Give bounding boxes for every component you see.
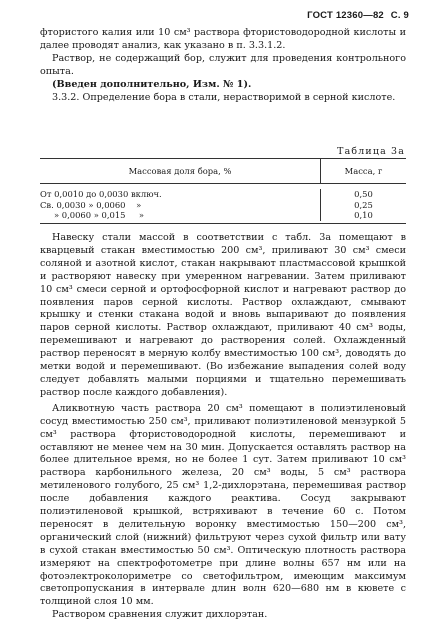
boron-mass-table (40, 158, 406, 224)
table-title: Таблица 3а (337, 146, 405, 157)
table-cell-mass: 0,50 (354, 189, 373, 199)
control-paragraph: Раствор, не содержащий бор, служит для проведения контрольного опыта. (40, 52, 406, 77)
column-header-boron: Массовая доля бора, % (40, 159, 321, 183)
procedure-paragraph-2: Аликвотную часть раствора 20 см³ помещают в полиэтиленовый сосуд вместимостью 250 см³, приливают полиэтиленовой мензуркой 5 см³ раствора фтористоводородной кислоты, перемешивают и оставляют не менее чем на 30 мин. Допускается оставлять раствор на более длительное время, но не более 1 сут. Затем приливают 10 см³ раствора карбонильного железа, 20 см³ воды, 5 см³ раствора метиленового голубого, 25 см³ 1,2-дихлорэтана, перемешивая раствор после добавления каждого реактива. Сосуд закрывают полиэтиленовой крышкой, встряхивают в течение 60 с. Потом переносят в делительную воронку вместимостью 150—200 см³, органический слой (нижний) фильтруют через сухой фильтр или вату в сухой стакан вместимостью 50 см³. Оптическую плотность раствора измеряют на спектрофотометре при длине волны 657 нм или на фотоэлектроколориметре со светофильтром, имеющим максимум светопропускания в интервале длин волн 620—680 нм в кювете с толщиной слоя 10 мм. (40, 402, 406, 608)
column-header-mass: Масса, г (344, 166, 383, 176)
table-bottom-rule (40, 223, 406, 224)
table-body (40, 184, 406, 221)
top-text-block (40, 27, 406, 104)
table-cell-mass: 0,25 (354, 199, 373, 210)
table-cell-range: Св. 0,0030 » 0,0060 » (40, 199, 142, 210)
table-cell-range: От 0,0010 до 0,0030 включ. (40, 189, 162, 199)
amendment-note: (Введен дополнительно, Изм. № 1). (52, 78, 252, 90)
table-cell-range: » 0,0060 » 0,015 » (54, 210, 144, 220)
table-cell-mass: 0,10 (354, 210, 373, 220)
reference-solution-paragraph: Раствором сравнения служит дихлорэтан. (52, 609, 268, 621)
procedure-paragraph-1: Навеску стали массой в соответствии с табл. 3а помещают в кварцевый стакан вместимостью 200 см³, приливают 30 см³ смеси соляной и азотной кислот, стакан накрывают пластмассовой крышкой и растворяют навеску при умеренном нагревании. Затем приливают 10 см³ смеси серной и ортофосфорной кислот и нагревают раствор до появления паров серной кислоты. Раствор охлаждают, смывают крышку и стенки стакана водой и вновь выпаривают до появления паров серной кислоты. Раствор охлаждают, приливают 40 см³ воды, перемешивают и нагревают до растворения солей. Охлажденный раствор переносят в мерную колбу вместимостью 100 см³, доводять до метки водой и перемешивают. (Во избежание выпадения солей воду следует добавлять малыми порциями и тщательно перемешивать раствор после каждого добавления). (40, 232, 406, 398)
standard-number: ГОСТ 12360—82 (307, 10, 384, 21)
page-number: С. 9 (390, 10, 409, 21)
page-header (303, 10, 409, 21)
section-heading: 3.3.2. Определение бора в стали, нерастворимой в серной кислоте. (52, 91, 396, 103)
mass-column (321, 189, 406, 221)
body-text-block (40, 232, 406, 622)
continued-paragraph: фтористого калия или 10 см³ раствора фтористоводородной кислоты и далее проводят анализ, как указано в п. 3.3.1.2. (40, 27, 406, 51)
table-header-row (40, 159, 406, 184)
range-column (40, 189, 321, 221)
